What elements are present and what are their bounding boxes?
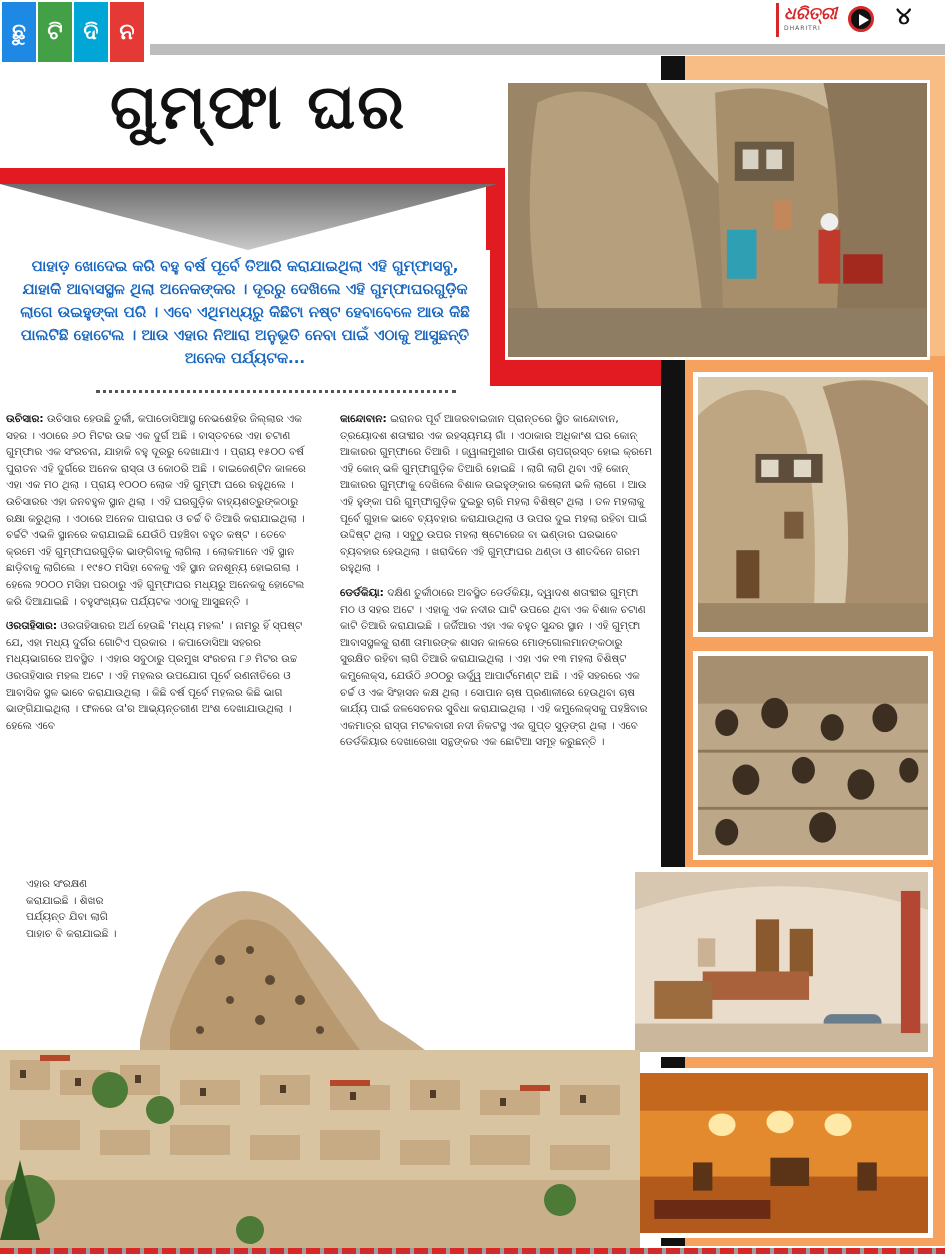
- article-column-right: [340, 411, 656, 759]
- newspaper-logo: [776, 3, 842, 37]
- footer-rule: [0, 1248, 945, 1254]
- article-lead: କାନ୍ଦୋବାନ:: [340, 413, 387, 425]
- article-uchisar: [6, 411, 316, 610]
- article-derinkuyu: [340, 585, 656, 751]
- photo-cave-hotel-room: [630, 867, 933, 1057]
- logo-subtitle: DHARITRI: [784, 25, 821, 32]
- photo-cave-hotel-lobby: [630, 1068, 933, 1238]
- masthead: [0, 0, 945, 60]
- grey-chevron: [0, 184, 497, 250]
- article-lead: ଓରତାହିସାର:: [6, 620, 58, 633]
- photo-cone-houses: [693, 372, 933, 637]
- logo-name: ଧରିତ୍ରୀ: [784, 4, 838, 24]
- page-number: ୪: [896, 2, 912, 30]
- article-ortahisar: [6, 618, 316, 734]
- photo-kandovan-village: [505, 80, 930, 360]
- section-letter: ଦି: [74, 2, 108, 62]
- article-body: ଓରତାହିସାରର ଅର୍ଥ ହେଉଛି 'ମଧ୍ୟ ମହଲ' । ନାମରୁ ହିଁ ସ୍ପଷ୍ଟ ଯେ, ଏହା ମଧ୍ୟ ଦୁର୍ଗର ଗୋଟିଏ ପ୍ରକାର । କପାଡୋସିଆ ସହରର ମଧ୍ୟଭାଗରେ ଅବସ୍ଥିତ । ଏହାର ସବୁଠାରୁ ପ୍ରମୁଖ ସଂରଚନା ୮୬ ମିଟର ଉଚ୍ଚ ଓରତାହିସାର ମହଲ ଅଟେ । ଏହି ମହଲର ଉପଯୋଗ ପୂର୍ବେ ରଣନୀତିରେ ଓ ଆବାସିକ ସ୍ଥଳ ଭାବେ କରାଯାଉଥିଲା । କିଛି ବର୍ଷ ପୂର୍ବେ ମହଲର କିଛି ଭାଗ ଭାଙ୍ଗିଯାଇଥିଲା । ଫଳରେ ତା'ର ଆଭ୍ୟନ୍ତରୀଣ ଅଂଶ ଦେଖାଯାଉଥିଲା । ହେଲେ ଏବେ: [6, 620, 303, 732]
- article-kandovan: [340, 411, 656, 577]
- section-letter: ଟି: [38, 2, 72, 62]
- page-title: ଗୁମ୍ଫା ଘର: [110, 70, 407, 143]
- red-banner: [0, 168, 497, 184]
- article-body: ଉଚିସାର ହେଉଛି ତୁର୍କୀ, କପାଡୋସିଆସ୍ଥ ନେଭଶେହିର ଜିଲ୍ଲାର ଏକ ସହର । ଏଠାରେ ୬୦ ମିଟର ଉଚ୍ଚ ଏକ ଦୁର୍ଗ ଅଛି । ବାସ୍ତବରେ ଏହା ଚଟାଣ ଗୁମ୍ଫାର ଏକ ସଂରଚନା, ଯାହାକି ବହୁ ଦୂରରୁ ଦେଖାଯାଏ । ପ୍ରାୟ ୧୫୦୦ ବର୍ଷ ପୁରାତନ ଏହି ଦୁର୍ଗରେ ଅନେକ ରାସ୍ତା ଓ କୋଠରି ଅଛି । ବାଇଜେଣ୍ଟିନ କାଳରେ ଏହା ଏକ ମଠ ଥିଲା । ପ୍ରାୟ ୧୦୦୦ ଲୋକ ଏହି ଗୁମ୍ଫା ଘରେ ରହୁଥିଲେ । ଉଚିସାରର ଏହା ଜନବହୁଳ ସ୍ଥାନ ଥିଲା । ଏହି ଘରଗୁଡ଼ିକ ବାହ୍ୟଶତ୍ରୁଙ୍କଠାରୁ ରକ୍ଷା କରୁଥିଲା । ଏଠାରେ ଅନେକ ପାରାଘର ଓ ଚର୍ଚ୍ଚ ବି ତିଆରି କରାଯାଇଥିଲା । ଚର୍ଚ୍ଚଟି ଏଭଳି ସ୍ଥାନରେ କରାଯାଇଛି ଯେଉଁଠି ପହଞ୍ଚିବା ବହୁତ କଷ୍ଟ । ତେବେ କ୍ରମେ ଏହି ଗୁମ୍ଫାଘରଗୁଡ଼ିକ ଭାଙ୍ଗିବାକୁ ଲାଗିଲା । ଲୋକମାନେ ଏହି ସ୍ଥାନ ଛାଡ଼ିବାକୁ ଲାଗିଲେ । ୧୯୫୦ ମସିହା ବେଳକୁ ଏହି ସ୍ଥାନ ଜନଶୂନ୍ୟ ହୋଇଗଲା । ହେଲେ ୨୦୦୦ ମସିହା ପରଠାରୁ ଏହି ଗୁମ୍ଫାଘର ମଧ୍ୟରୁ ଅନେକକୁ ହୋଟେଲ କରି ଦିଆଯାଇଛି । ବହୁସଂଖ୍ୟକ ପର୍ଯ୍ୟଟକ ଏଠାକୁ ଆସୁଛନ୍ତି ।: [6, 413, 306, 608]
- intro-deck: ପାହାଡ଼ ଖୋଦେଇ କରି ବହୁ ବର୍ଷ ପୂର୍ବେ ତିଆରି କରାଯାଇଥିଲା ଏହି ଗୁମ୍ଫାସବୁ, ଯାହାକି ଆବାସସ୍ଥଳ ଥିଲା ଅନେକଙ୍କର । ଦୂରରୁ ଦେଖିଲେ ଏହି ଗୁମ୍ଫାଘରଗୁଡ଼ିକ ଲାଗେ ଉଇହୁଙ୍କା ପରି । ଏବେ ଏଥିମଧ୍ୟରୁ କିଛିଟା ନଷ୍ଟ ହେବାବେଳେ ଆଉ କିଛି ପାଲଟିଛି ହୋଟେଲ । ଆଉ ଏହାର ନିଆରା ଅନୁଭୂତି ନେବା ପାଇଁ ଏଠାକୁ ଆସୁଛନ୍ତି ଅନେକ ପର୍ଯ୍ୟଟକ...: [20, 257, 470, 367]
- header-rule: [150, 44, 945, 55]
- photo-uchisar-castle-town: [0, 880, 640, 1250]
- play-icon[interactable]: [848, 6, 874, 32]
- photo-cliff-monastery: [693, 651, 933, 860]
- article-body: ଦକ୍ଷିଣ ତୁର୍କୀଠାରେ ଅବସ୍ଥିତ ଡେର୍ଡକିୟା, ଦ୍ୱାଦଶ ଶତାବ୍ଦୀର ଗୁମ୍ଫା ମଠ ଓ ସହର ଅଟେ । ଏହାକୁ ଏକ ନଦୀର ଘାଟି ଉପରେ ଥିବା ଏକ ବିଶାଳ ଚଟାଣ କାଟି ତିଆରି କରାଯାଇଛି । ଜର୍ଜିଆର ଏହା ଏକ ବହୁତ ସୁନ୍ଦର ସ୍ଥାନ । ଏହି ଗୁମ୍ଫା ଆବାସସ୍ଥଳକୁ ରାଣୀ ତାମାରଙ୍କ ଶାସନ କାଳରେ ମୋଙ୍ଗୋଲମାନଙ୍କଠାରୁ ସୁରକ୍ଷିତ ରହିବା ଲାଗି ତିଆରି କରାଯାଇଥିଲା । ଏହା ଏକ ୧୩ ମହଲା ବିଶିଷ୍ଟ କମ୍ପ୍ଲେକ୍ସ, ଯେଉଁଠି ୬୦୦ରୁ ଊର୍ଦ୍ଧ୍ୱ ଆପାର୍ଟମେଣ୍ଟ ଅଛି । ଏହି ସହରରେ ଏକ ଚର୍ଚ୍ଚ ଓ ଏକ ସିଂହାସନ କକ୍ଷ ଥିଲା । ସୋପାନ ଚାଷ ପ୍ରଣାଳୀରେ ହେଉଥିବା ଚାଷ କାର୍ଯ୍ୟ ପାଇଁ ଜଳସେଚନର ସୁବିଧା କରାଯାଇଥିଲା । ଏହି କମ୍ପ୍ଲେକ୍ସକୁ ପହଞ୍ଚିବାର ଏକମାତ୍ର ରାସ୍ତା ମଟକବାରୀ ନଦୀ ନିକଟସ୍ଥ ଏକ ଗୁପ୍ତ ସୁଡ଼ଙ୍ଗ ଥିଲା । ଏବେ ଡେର୍ଡକିୟାର ଦେଖାରେଖା ସନ୍ଥଙ୍କର ଏକ ଛୋଟିଆ ସମୂହ କରୁଛନ୍ତି ।: [340, 586, 648, 749]
- article-column-left: [6, 411, 316, 742]
- article-body: ଇରାନର ପୂର୍ବ ଆଜରବାଇଜାନ ପ୍ରାନ୍ତରେ ସ୍ଥିତ କାନ୍ଦୋବାନ, ତ୍ରୟୋଦଶ ଶତାବ୍ଦୀର ଏକ ରହସ୍ୟମୟ ଗାଁ । ଏଠାକାର ଅଧିକାଂଶ ଘର କୋନ୍ ଆକାରର ଗୁମ୍ଫାରେ ତିଆରି । ଜ୍ୱାଳାମୁଖୀର ପାଉଁଶ ଚାପଗ୍ରସ୍ତ ହୋଇ କ୍ରମେ ଏହି କୋନ୍ ଭଳି ଗୁମ୍ଫାଗୁଡ଼ିକ ତିଆରି ହୋଇଛି । ଲାଗି ଲାଗି ଥିବା ଏହି କୋନ୍ ଆକାରର ଗୁମ୍ଫାକୁ ଦେଖିଲେ ବିଶାଳ ଉଇହୁଙ୍କାର କଲୋନୀ ଭଳି ଲାଗେ । ଆଉ ଏହି ହୁଙ୍କା ପରି ଗୁମ୍ଫାଗୁଡ଼ିକ ଦୁଇରୁ ଚାରି ମହଲା ବିଶିଷ୍ଟ ଥିଲା । ତଳ ମହଲାକୁ ପୂର୍ବେ ଗୁହାଳ ଭାବେ ବ୍ୟବହାର କରାଯାଉଥିଲା ଓ ଉପର ଦୁଇ ମହଲା ରହିବା ପାଇଁ ଉଦ୍ଦିଷ୍ଟ ଥିଲା । ସବୁଠୁ ଉପର ମହଲା ଷ୍ଟୋରେଜ ବା ଭଣ୍ଡାର ଘରଭାବେ ବ୍ୟବହାର ହେଉଥିଲା । ଖରାଦିନେ ଏହି ଗୁମ୍ଫାଘର ଥଣ୍ଡା ଓ ଶୀତଦିନେ ଗରମ ରହୁଥିଲା ।: [340, 413, 653, 575]
- article-lead: ଉଚିସାର:: [6, 413, 44, 425]
- article-continuation: ଏହାର ସଂରକ୍ଷଣ କରାଯାଇଛି । ଶିଖର ପର୍ଯ୍ୟନ୍ତ ଯିବା ଲାଗି ପାହାଚ ବି କରାଯାଇଛି ।: [26, 878, 117, 940]
- dotted-divider: [96, 390, 456, 393]
- section-letter: ନ: [110, 2, 144, 62]
- article-lead: ଡେର୍ଡକିୟା:: [340, 586, 384, 599]
- section-letter: ଛୁ: [2, 2, 36, 62]
